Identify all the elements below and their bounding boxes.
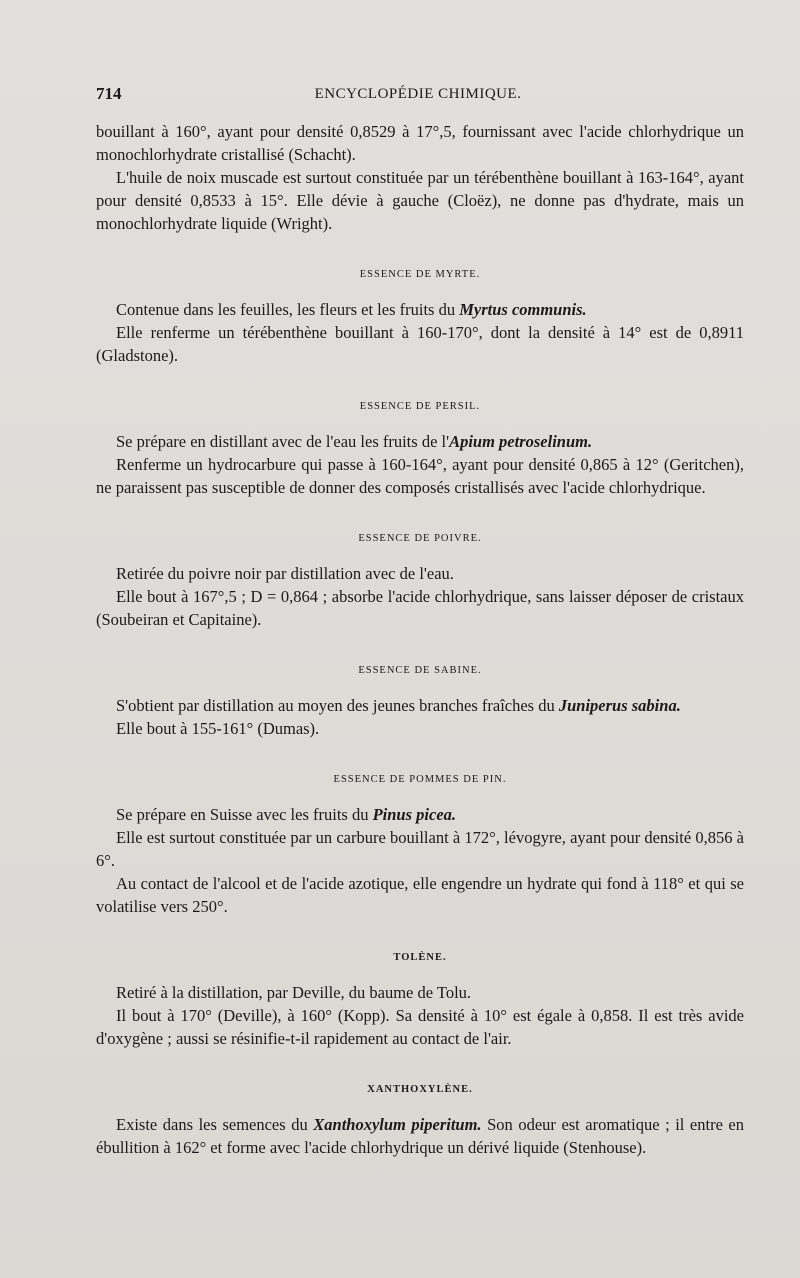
paragraph: bouillant à 160°, ayant pour densité 0,8529 à 17°,5, fournissant avec l'acide chlorhydrique un monochlorhydrate cristallisé (Schacht). — [96, 122, 744, 164]
section-title: ESSENCE DE POMMES DE PIN. — [333, 774, 507, 785]
paragraph: Existe dans les semences du Xanthoxylum piperitum. Son odeur est aromatique ; il entre en ébullition à 162° et forme avec l'acide chlorhydrique un dérivé liquide (Stenhouse). — [96, 1115, 745, 1157]
paragraph: Elle renferme un térébenthène bouillant à 160-170°, dont la densité à 14° est de 0,8911 (Gladstone). — [96, 323, 744, 365]
paragraph: Contenue dans les feuilles, les fleurs et les fruits du Myrtus communis. — [116, 300, 587, 319]
section-title: ESSENCE DE POIVRE. — [358, 533, 482, 544]
paragraph: Elle est surtout constituée par un carbure bouillant à 172°, lévogyre, ayant pour densité 0,856 à 6°. — [96, 828, 744, 870]
paragraph: Se prépare en distillant avec de l'eau les fruits de l'Apium petroselinum. — [116, 432, 593, 451]
paragraph: L'huile de noix muscade est surtout constituée par un térébenthène bouillant à 163-164°, ayant pour densité 0,8533 à 15°. Elle dévie à gauche (Cloëz), ne donne pas d'hydrate, mais un monochlorhydrate liquide (Wright). — [96, 168, 744, 233]
paragraph: Retirée du poivre noir par distillation avec de l'eau. — [116, 564, 454, 583]
running-title: ENCYCLOPÉDIE CHIMIQUE. — [314, 86, 522, 102]
paragraph: Elle bout à 167°,5 ; D = 0,864 ; absorbe l'acide chlorhydrique, sans laisser déposer de cristaux (Soubeiran et Capitaine). — [96, 587, 744, 629]
page-body — [96, 120, 744, 1159]
section-title: ESSENCE DE MYRTE. — [359, 269, 481, 280]
species-name: Apium petroselinum. — [449, 432, 593, 451]
page-header — [96, 84, 740, 114]
paragraph: Retiré à la distillation, par Deville, du baume de Tolu. — [116, 983, 472, 1002]
paragraph: Au contact de l'alcool et de l'acide azotique, elle engendre un hydrate qui fond à 118° et qui se volatilise vers 250°. — [96, 874, 744, 916]
section-title: XANTHOXYLÈNE. — [367, 1084, 473, 1095]
paragraph: Il bout à 170° (Deville), à 160° (Kopp). Sa densité à 10° est égale à 0,858. Il est très avide d'oxygène ; aussi se résinifie-t-il rapidement au contact de l'air. — [96, 1006, 744, 1048]
paragraph: Elle bout à 155-161° (Dumas). — [116, 719, 320, 738]
page-number: 714 — [96, 84, 122, 103]
section-title: TOLÈNE. — [393, 952, 447, 963]
species-name: Myrtus communis. — [459, 300, 587, 319]
species-name: Pinus picea. — [372, 805, 457, 824]
paragraph: Se prépare en Suisse avec les fruits du Pinus picea. — [116, 805, 457, 824]
species-name: Juniperus sabina. — [558, 696, 681, 715]
section-title: ESSENCE DE SABINE. — [358, 665, 482, 676]
paragraph: S'obtient par distillation au moyen des jeunes branches fraîches du Juniperus sabina. — [116, 696, 681, 715]
species-name: Xanthoxylum piperitum. — [313, 1115, 482, 1134]
section-title: ESSENCE DE PERSIL. — [359, 401, 481, 412]
paragraph: Renferme un hydrocarbure qui passe à 160-164°, ayant pour densité 0,865 à 12° (Geritchen), ne paraissent pas susceptible de donner des composés cristallisés avec l'acide chlorhydrique. — [96, 455, 744, 497]
